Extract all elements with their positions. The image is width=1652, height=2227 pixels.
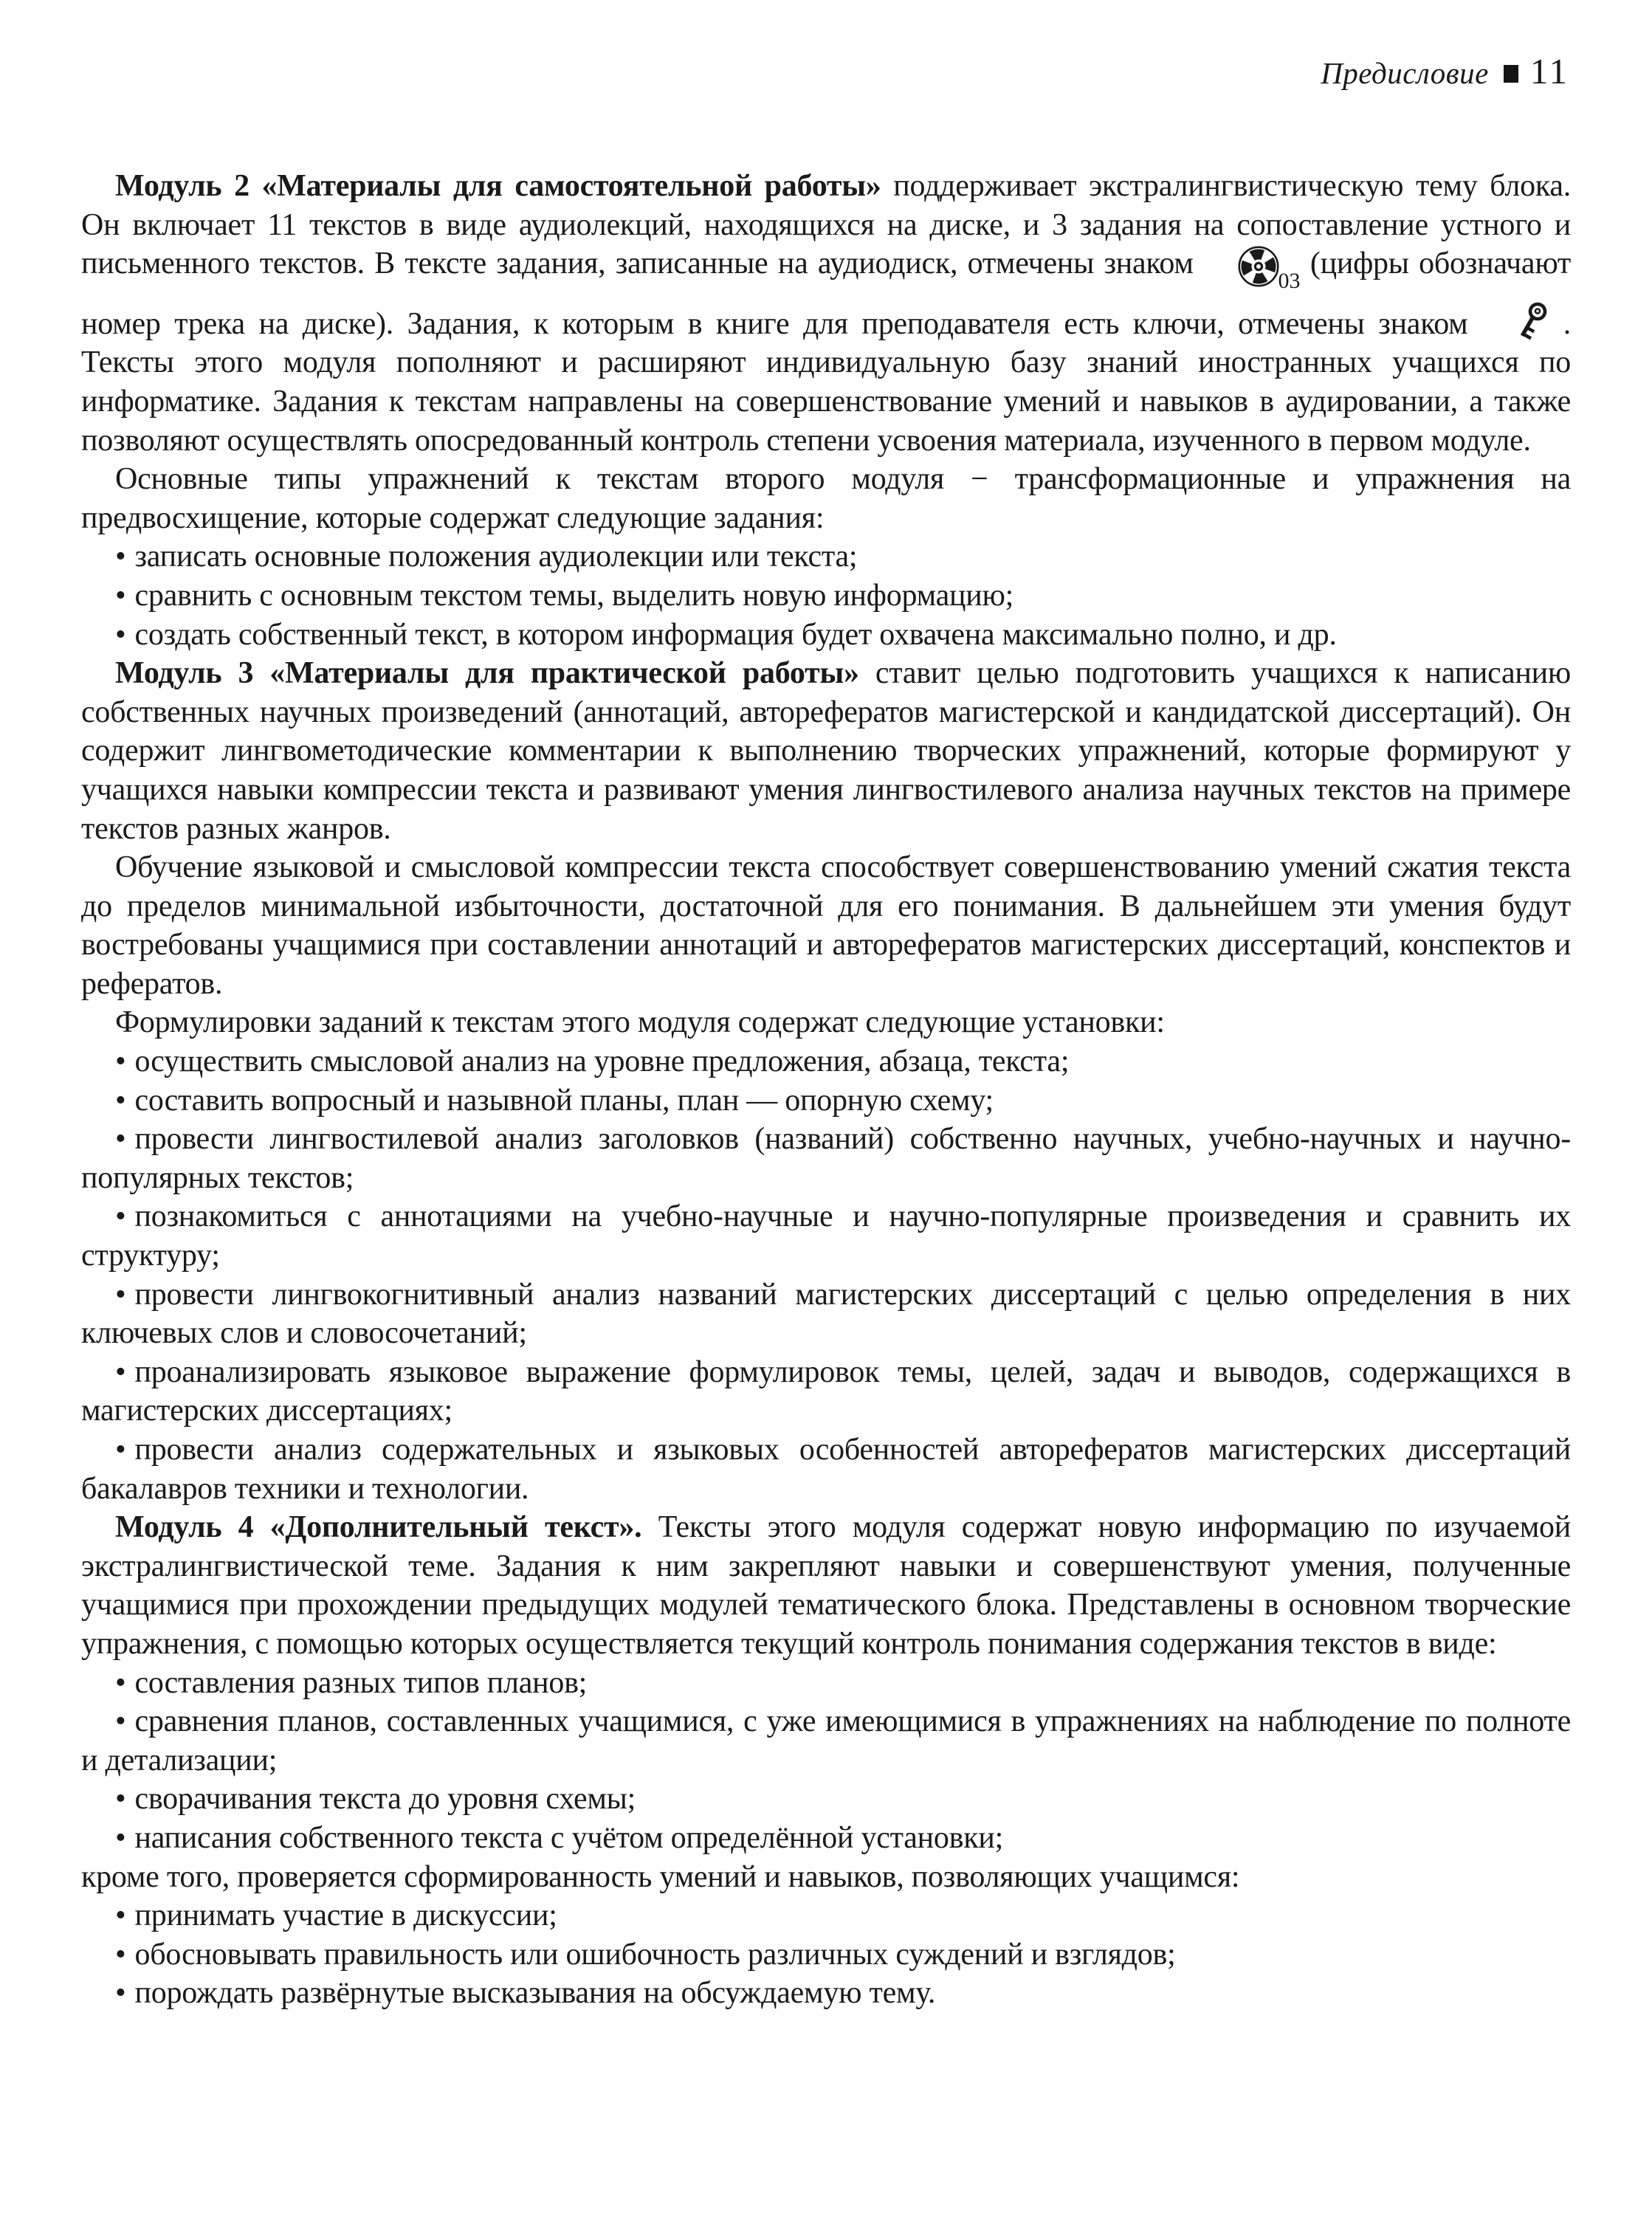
bullet-icon: •	[115, 1937, 126, 1972]
bullet-icon: •	[115, 617, 126, 652]
bullet-item	[81, 1081, 1571, 1121]
bullet-item	[81, 1042, 1571, 1081]
bullet-item	[81, 1664, 1571, 1703]
paragraph	[81, 1858, 1571, 1897]
page-body	[81, 167, 1571, 2013]
text-run: сравнения планов, составленных учащимися, с уже имеющимися в упражнениях на наблюдение по полноте и детализации;	[81, 1704, 1571, 1777]
bullet-item	[81, 537, 1571, 576]
bullet-item	[81, 1276, 1571, 1353]
running-title: Предисловие	[1321, 56, 1489, 90]
text-run: составления разных типов планов;	[134, 1665, 588, 1700]
bullet-icon: •	[115, 578, 126, 613]
text-run: записать основные положения аудиолекции или текста;	[134, 540, 858, 574]
bold-run: Модуль 4 «Дополнительный текст».	[115, 1510, 642, 1545]
text-run: провести лингвостилевой анализ заголовков (названий) собственно научных, учебно-научных и научно-популярных текстов;	[81, 1122, 1571, 1195]
text-run: кроме того, проверяется сформированность умений и навыков, позволяющих учащимся:	[81, 1859, 1240, 1894]
bullet-item	[81, 1702, 1571, 1780]
bold-run: Модуль 3 «Материалы для практической работы»	[115, 656, 859, 691]
bullet-icon: •	[115, 1355, 126, 1389]
bullet-icon: •	[115, 1976, 126, 2011]
bullet-icon: •	[115, 1665, 126, 1700]
bullet-icon: •	[115, 1782, 126, 1817]
text-run: . Тексты этого модуля пополняют и расширяют индивидуальную базу знаний иностранных учащихся по информатике. Задания к текстам направлены на совершенствование умений и навыков в аудировании, а также позволяют осуществлять опосредованный контроль степени усвоения материала, изученного в первом модуле.	[81, 306, 1571, 458]
bold-run: Модуль 2 «Материалы для самостоятельной работы»	[115, 169, 881, 203]
bullet-item	[81, 576, 1571, 616]
page-number: 11	[1529, 51, 1569, 92]
text-run: провести лингвокогнитивный анализ названий магистерских диссертаций с целью определения в них ключевых слов и словосочетаний;	[81, 1277, 1571, 1351]
text-run: Обучение языковой и смысловой компрессии текста способствует совершенствованию умений сжатия текста до пределов минимальной избыточности, достаточной для его понимания. В дальнейшем эти умения будут востребованы учащимися при составлении аннотаций и авторефератов магистерских диссертаций, конспектов и рефератов.	[81, 850, 1571, 1001]
text-run: порождать развёрнутые высказывания на обсуждаемую тему.	[134, 1976, 936, 2011]
bullet-item	[81, 1120, 1571, 1197]
paragraph	[81, 654, 1571, 848]
text-run: Формулировки заданий к текстам этого модуля содержат следующие установки:	[115, 1005, 1165, 1040]
bullet-item	[81, 1197, 1571, 1275]
text-run: принимать участие в дискуссии;	[134, 1899, 557, 1933]
text-run: Тексты этого модуля содержат новую информацию по изучаемой экстралингвистической теме. Задания к ним закрепляют навыки и совершенствуют умения, полученные учащимися при прохождении предыдущих модулей тематического блока. Представлены в основном творческие упражнения, с помощью которых осуществляется текущий контроль понимания содержания текстов в виде:	[81, 1510, 1571, 1661]
text-run: ставит целью подготовить учащихся к написанию собственных научных произведений (аннотаций, авторефератов магистерской и кандидатской диссертаций). Он содержит лингвометодические комментарии к выполнению творческих упражнений, которые формируют у учащихся навыки компрессии текста и развивают умения лингвостилевого анализа научных текстов на примере текстов разных жанров.	[81, 656, 1571, 846]
text-run: обосновывать правильность или ошибочность различных суждений и взглядов;	[134, 1937, 1176, 1972]
bullet-item	[81, 1780, 1571, 1819]
bullet-icon: •	[115, 1083, 126, 1118]
text-run: поддерживает экстралингвистическую тему блока. Он включает 11 текстов в виде аудиолекций, находящихся на диске, и 3 задания на сопоставление устного и письменного текстов. В тексте задания, записанные на аудиодиск, отмечены знаком	[81, 169, 1571, 281]
section-marker-square-icon	[1504, 65, 1518, 83]
bullet-item	[81, 1819, 1571, 1858]
text-run: Основные типы упражнений к текстам второго модуля − трансформационные и упражнения на предвосхищение, которые содержат следующие задания:	[81, 462, 1571, 535]
text-run: (цифры обозначают номер трека на диске). Задания, к которым в книге для преподавателя есть ключи, отмечены знаком	[81, 247, 1571, 341]
bullet-icon: •	[115, 540, 126, 574]
bullet-icon: •	[115, 1044, 126, 1079]
text-run: создать собственный текст, в котором информация будет охвачена максимально полно, и др.	[134, 617, 1337, 652]
bullet-icon: •	[115, 1820, 126, 1855]
running-header	[81, 50, 1569, 92]
text-run: сравнить с основным текстом темы, выделить новую информацию;	[134, 578, 1014, 613]
bullet-item	[81, 1935, 1571, 1975]
paragraph	[81, 1003, 1571, 1042]
bullet-icon: •	[115, 1704, 126, 1739]
text-run: провести анализ содержательных и языковых особенностей авторефератов магистерских диссертаций бакалавров техники и технологии.	[81, 1433, 1571, 1506]
bullet-icon: •	[115, 1277, 126, 1312]
bullet-icon: •	[115, 1122, 126, 1157]
bullet-item	[81, 1353, 1571, 1431]
bullet-item	[81, 1896, 1571, 1935]
bullet-icon: •	[115, 1199, 126, 1234]
bullet-item	[81, 1431, 1571, 1508]
text-run: составить вопросный и назывной планы, план — опорную схему;	[134, 1083, 994, 1118]
bullet-item	[81, 616, 1571, 655]
text-run: осуществить смысловой анализ на уровне предложения, абзаца, текста;	[134, 1044, 1070, 1079]
paragraph	[81, 167, 1571, 460]
bullet-icon: •	[115, 1899, 126, 1933]
bullet-item	[81, 1974, 1571, 2013]
track-number-label: 03	[1278, 269, 1301, 294]
paragraph	[81, 1508, 1571, 1663]
bullet-icon: •	[115, 1433, 126, 1467]
text-run: написания собственного текста с учётом определённой установки;	[134, 1820, 1004, 1855]
audio-disc-icon	[1203, 244, 1280, 288]
paragraph	[81, 848, 1571, 1003]
text-run: проанализировать языковое выражение формулировок темы, целей, задач и выводов, содержащихся в магистерских диссертациях;	[81, 1355, 1571, 1428]
text-run: сворачивания текста до уровня схемы;	[134, 1782, 636, 1817]
answer-key-icon	[1481, 301, 1549, 344]
paragraph	[81, 460, 1571, 537]
text-run: познакомиться с аннотациями на учебно-научные и научно-популярные произведения и сравнить их структуру;	[81, 1199, 1571, 1273]
